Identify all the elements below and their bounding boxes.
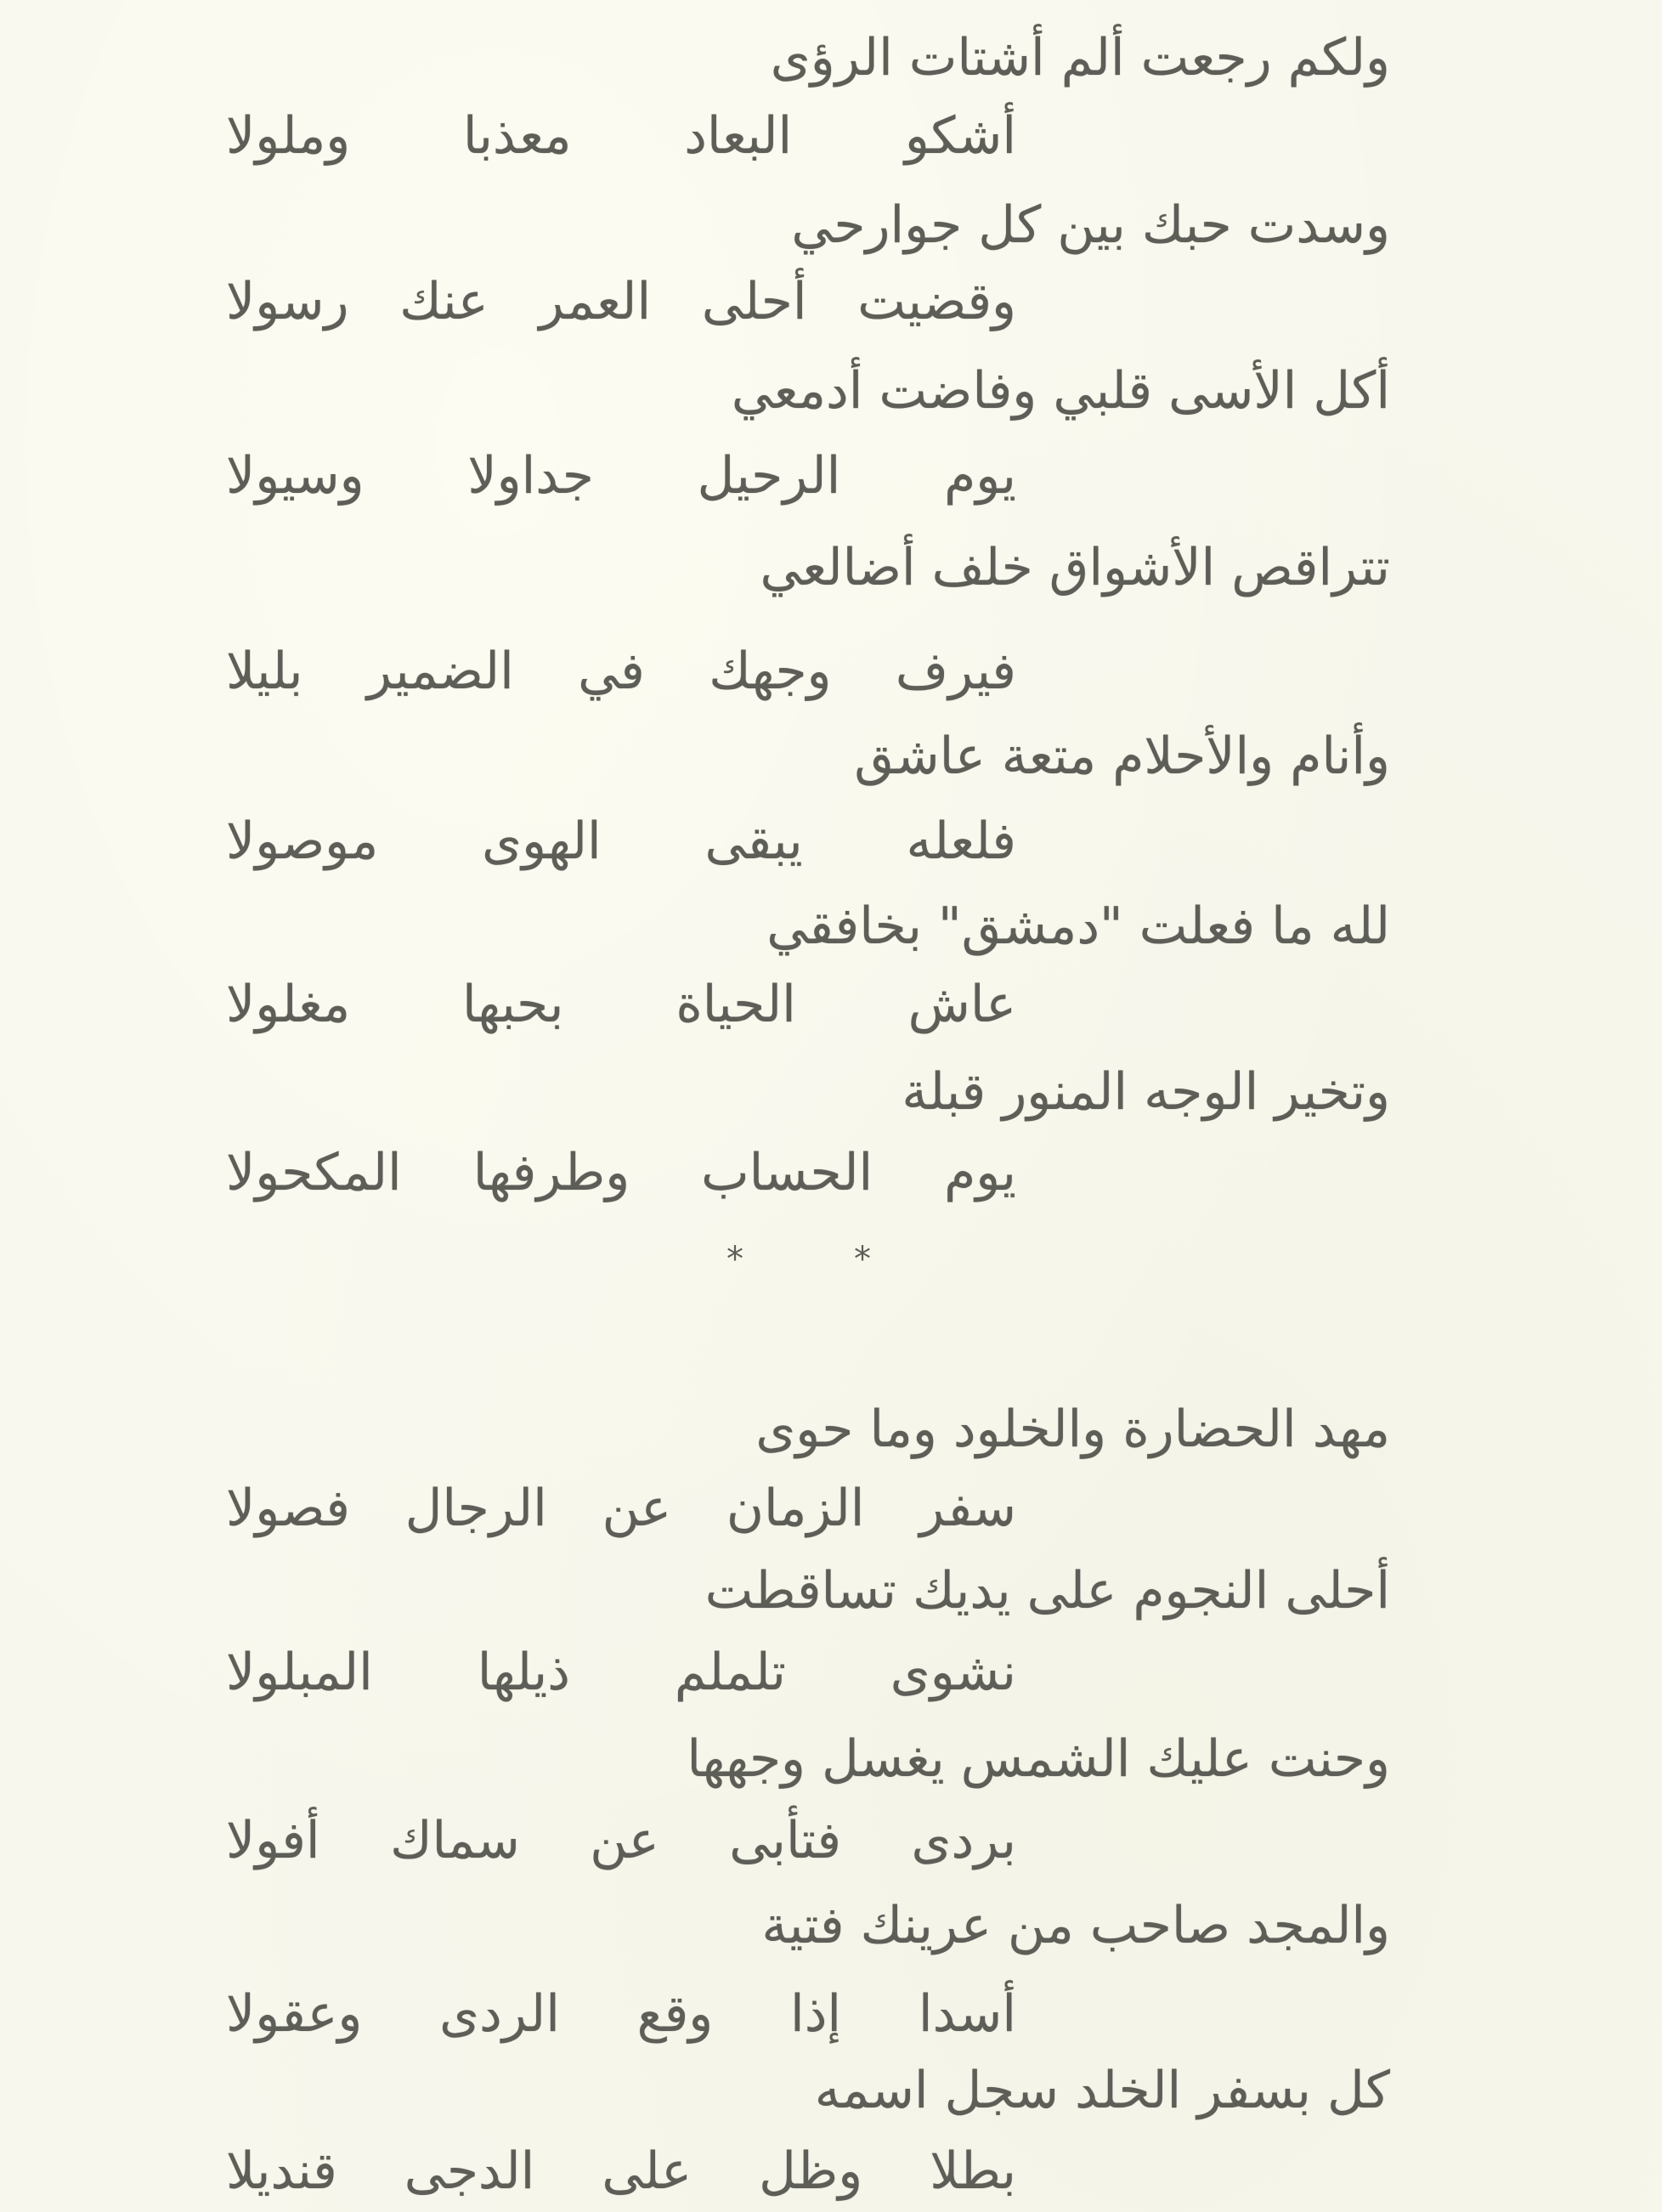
- verse-first-hemistich: مهد الحضارة والخلود وما حوى: [755, 1400, 1390, 1459]
- section-separator: [0, 1234, 1662, 1285]
- verse-second-hemistich: وقضيت أحلى العمر عنك رسولا: [226, 272, 1016, 331]
- verse-second-hemistich: بردى فتأبى عن سماك أفولا: [226, 1811, 1016, 1870]
- verse-first-hemistich: كل بسفر الخلد سجل اسمه: [814, 2061, 1390, 2120]
- verse-first-hemistich: أحلى النجوم على يديك تساقطت: [704, 1561, 1390, 1621]
- verse-first-hemistich: تتراقص الأشواق خلف أضالعي: [760, 538, 1390, 597]
- verse-second-hemistich: يوم الحساب وطرفها المكحولا: [226, 1143, 1016, 1202]
- verse-first-hemistich: ولكم رجعت ألم أشتات الرؤى: [770, 28, 1390, 88]
- verse-second-hemistich: سفر الزمان عن الرجال فصولا: [226, 1479, 1016, 1538]
- verse-second-hemistich: بطلا وظل على الدجى قنديلا: [226, 2141, 1016, 2201]
- verse-first-hemistich: وسدت حبك بين كل جوارحي: [791, 195, 1390, 255]
- verse-first-hemistich: لله ما فعلت "دمشق" بخافقي: [766, 897, 1390, 956]
- verse-second-hemistich: نشوى تلملم ذيلها المبلولا: [226, 1643, 1016, 1702]
- verse-first-hemistich: وأنام والأحلام متعة عاشق: [854, 727, 1390, 786]
- verse-second-hemistich: أسدا إذا وقع الردى وعقولا: [226, 1984, 1016, 2044]
- verse-second-hemistich: يوم الرحيل جداولا وسيولا: [226, 446, 1016, 506]
- verse-first-hemistich: وتخير الوجه المنور قبلة: [902, 1062, 1390, 1122]
- verse-first-hemistich: أكل الأسى قلبي وفاضت أدمعي: [731, 361, 1390, 421]
- separator-star: *: [726, 1240, 743, 1279]
- separator-star: *: [854, 1240, 871, 1279]
- verse-second-hemistich: فلعله يبقى الهوى موصولا: [226, 812, 1016, 871]
- verse-first-hemistich: وحنت عليك الشمس يغسل وجهها: [687, 1729, 1390, 1789]
- verse-second-hemistich: أشكو البعاد معذبا وملولا: [226, 106, 1016, 166]
- verse-first-hemistich: والمجد صاحب من عرينك فتية: [761, 1896, 1390, 1955]
- verse-second-hemistich: فيرف وجهك في الضمير بليلا: [226, 642, 1016, 701]
- verse-second-hemistich: عاش الحياة بحبها مغلولا: [226, 975, 1016, 1034]
